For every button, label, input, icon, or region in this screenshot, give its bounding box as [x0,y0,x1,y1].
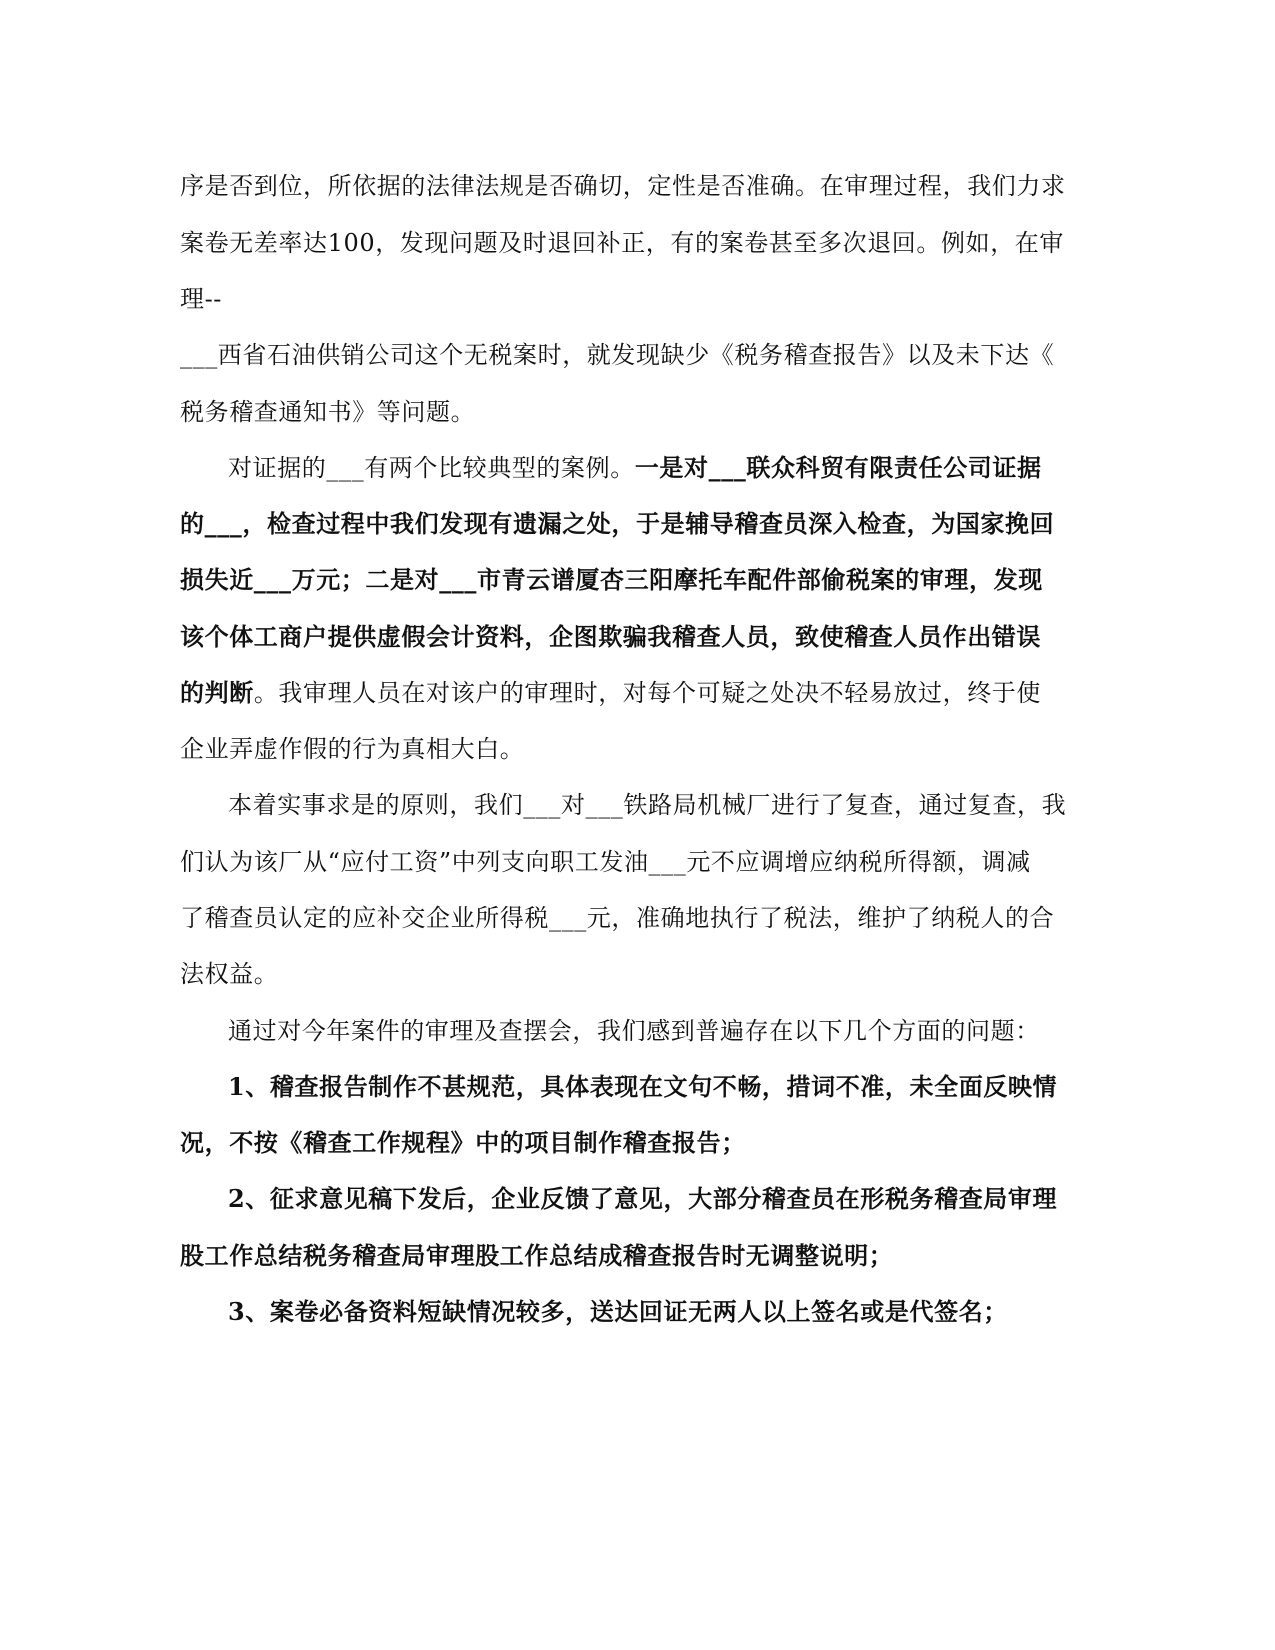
paragraph-line: 该个体工商户提供虚假会计资料，企图欺骗我稽查人员，致使稽查人员作出错误 [180,622,1041,651]
paragraph-line [180,677,1041,709]
paragraph-line: 案卷无差率达100，发现问题及时退回补正，有的案卷甚至多次退回。例如，在审 [180,229,1065,257]
paragraph-line [228,452,1042,484]
paragraph-line: 的___，检查过程中我们发现有遗漏之处，于是辅导稽查员深入检查，为国家挽回 [180,509,1055,538]
paragraph-line: 们认为该厂从“应付工资”中列支向职工发油___元不应调增应纳税所得额，调减 [180,848,1031,876]
list-item-line: 3、案卷必备资料短缺情况较多，送达回证无两人以上签名或是代签名； [228,1297,1008,1326]
text-normal: 对证据的___有两个比较典型的案例。 [228,454,635,482]
paragraph-line: 损失近___万元；二是对___市青云谱厦杏三阳摩托车配件部偷税案的审理，发现 [180,565,1043,594]
text-normal: 。我审理人员在对该户的审理时，对每个可疑之处决不轻易放过，终于使 [253,679,1042,707]
list-item-line: 1、稽查报告制作不甚规范，具体表现在文句不畅，措词不准，未全面反映情 [228,1072,1058,1101]
paragraph-line: 企业弄虚作假的行为真相大白。 [180,735,525,763]
paragraph-line: 理-- [180,285,223,313]
paragraph-line: 序是否到位，所依据的法律法规是否确切，定性是否准确。在审理过程，我们力求 [180,172,1066,200]
paragraph-line: ___西省石油供销公司这个无税案时，就发现缺少《税务稽查报告》以及未下达《 [180,341,1055,369]
list-item-line: 2、征求意见稿下发后，企业反馈了意见，大部分稽查员在形税务稽查局审理 [228,1184,1058,1213]
text-bold: 一是对___联众科贸有限责任公司证据 [634,453,1042,482]
paragraph-line: 法权益。 [180,960,279,988]
paragraph-line: 本着实事求是的原则，我们___对___铁路局机械厂进行了复查，通过复查，我 [228,791,1067,819]
list-item-line: 况，不按《稽查工作规程》中的项目制作稽查报告； [180,1128,746,1157]
text-bold: 的判断 [180,678,254,707]
list-item-line: 股工作总结税务稽查局审理股工作总结成稽查报告时无调整说明； [180,1241,894,1270]
paragraph-line: 了稽查员认定的应补交企业所得税___元，准确地执行了税法，维护了纳税人的合 [180,904,1055,932]
paragraph-line: 税务稽查通知书》等问题。 [180,398,476,426]
paragraph-line: 通过对今年案件的审理及查摆会，我们感到普遍存在以下几个方面的问题： [228,1017,1040,1045]
